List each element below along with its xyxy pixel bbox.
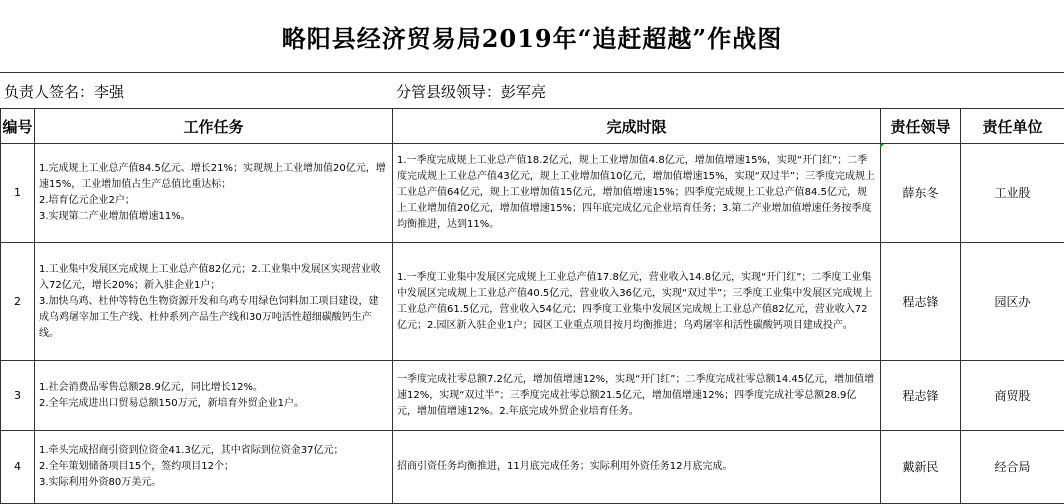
row-number[interactable]: 1 xyxy=(1,144,35,243)
table-row xyxy=(1,431,1064,504)
county-leader: 分管县级领导：彭军亮 xyxy=(396,81,546,102)
unit-cell[interactable]: 经合局 xyxy=(961,431,1064,504)
header-unit[interactable]: 责任单位 xyxy=(961,109,1064,144)
task-line: 3.实现第二产业增加值增速11%。 xyxy=(39,209,388,225)
task-line: 3.加快乌鸡、杜仲等特色生物资源开发和乌鸡专用绿色饲料加工项目建设，建成乌鸡屠宰加工生产线、杜仲系列产品生产线和30万吨活性超细碳酸钙生产线。 xyxy=(39,294,388,342)
unit-cell[interactable]: 商贸股 xyxy=(961,361,1064,431)
lead-cell[interactable]: 薛东冬 xyxy=(881,144,961,243)
time-cell[interactable] xyxy=(393,431,881,504)
time-line: 1.一季度完成规上工业总产值18.2亿元，规上工业增加值4.8亿元，增加值增速15%，实现“开门红”；二季度完成规上工业总产值43亿元，规上工业增加值10亿元，增加值增速15%，实现“双过半”；三季度完成规上工业总产值64亿元，规上工业增加值15亿元，增加值增速15%；四季度完成规上工业总产值84.5亿元，规上工业增加值20亿元，增加值增速15%；四年底完成亿元企业培育任务；3.第二产业增加值增速任务按季度均衡推进，达到11%。 xyxy=(397,153,876,233)
task-line: 2.培育亿元企业2户； xyxy=(39,193,388,209)
table-row xyxy=(1,243,1064,361)
task-line: 1.牵头完成招商引资到位资金41.3亿元，其中省际到位资金37亿元； xyxy=(39,443,388,459)
table-row xyxy=(1,144,1064,243)
header-num[interactable]: 编号 xyxy=(1,109,35,144)
table-row xyxy=(1,361,1064,431)
responsible-person: 负责人签名：李强 xyxy=(4,81,124,102)
task-line: 1.完成规上工业总产值84.5亿元、增长21%；实现规上工业增加值20亿元，增速15%，工业增加值占生产总值比重达标； xyxy=(39,161,388,193)
time-line: 1.一季度工业集中发展区完成规上工业总产值17.8亿元，营业收入14.8亿元，实现“开门红”；二季度工业集中发展区完成规上工业总产值40.5亿元，营业收入36亿元，实现“双过半”；三季度工业集中发展区完成规上工业总产值61.5亿元，营业收入54亿元；四季度工业集中发展区完成规上工业总产值82亿元，营业收入72亿元；2.园区新入驻企业1户；园区工业重点项目按月均衡推进；乌鸡屠宰和活性碳酸钙项目建成投产。 xyxy=(397,270,876,334)
time-cell[interactable] xyxy=(393,361,881,431)
lead-cell[interactable]: 戴新民 xyxy=(881,431,961,504)
unit-cell[interactable]: 工业股 xyxy=(961,144,1064,243)
task-line: 2.全年完成进出口贸易总额150万元，新培育外贸企业1户。 xyxy=(39,396,388,412)
task-line: 1.社会消费品零售总额28.9亿元，同比增长12%。 xyxy=(39,380,388,396)
page-title: 略阳县经济贸易局2019年“追赶超越”作战图 xyxy=(0,0,1064,73)
lead-cell[interactable]: 程志锋 xyxy=(881,243,961,361)
task-line: 3.实际利用外资80万美元。 xyxy=(39,475,388,491)
row-number[interactable]: 4 xyxy=(1,431,35,504)
row-number[interactable]: 3 xyxy=(1,361,35,431)
header-task[interactable]: 工作任务 xyxy=(35,109,393,144)
task-line: 2.全年策划储备项目15个，签约项目12个； xyxy=(39,459,388,475)
task-cell[interactable] xyxy=(35,361,393,431)
task-line: 1.工业集中发展区完成规上工业总产值82亿元；2.工业集中发展区实现营业收入72亿元，增长20%；新入驻企业1户； xyxy=(39,262,388,294)
signature-row xyxy=(0,72,1064,109)
comment-marker-icon[interactable] xyxy=(880,144,884,148)
time-cell[interactable] xyxy=(393,243,881,361)
row-number[interactable]: 2 xyxy=(1,243,35,361)
task-cell[interactable] xyxy=(35,243,393,361)
task-cell[interactable] xyxy=(35,144,393,243)
task-cell[interactable] xyxy=(35,431,393,504)
time-cell[interactable] xyxy=(393,144,881,243)
time-line: 一季度完成社零总额7.2亿元，增加值增速12%，实现“开门红”；二季度完成社零总额14.45亿元，增加值增速12%，实现“双过半”；三季度完成社零总额21.5亿元，增加值增速12%；四季度完成社零总额28.9亿元，增加值增速12%。2.年底完成外贸企业培育任务。 xyxy=(397,372,876,420)
header-row xyxy=(1,109,1064,144)
header-lead[interactable]: 责任领导 xyxy=(881,109,961,144)
unit-cell[interactable]: 园区办 xyxy=(961,243,1064,361)
header-time[interactable]: 完成时限 xyxy=(393,109,881,144)
task-table xyxy=(0,108,1064,504)
lead-cell[interactable]: 程志锋 xyxy=(881,361,961,431)
time-line: 招商引资任务均衡推进，11月底完成任务；实际利用外资任务12月底完成。 xyxy=(397,459,876,475)
